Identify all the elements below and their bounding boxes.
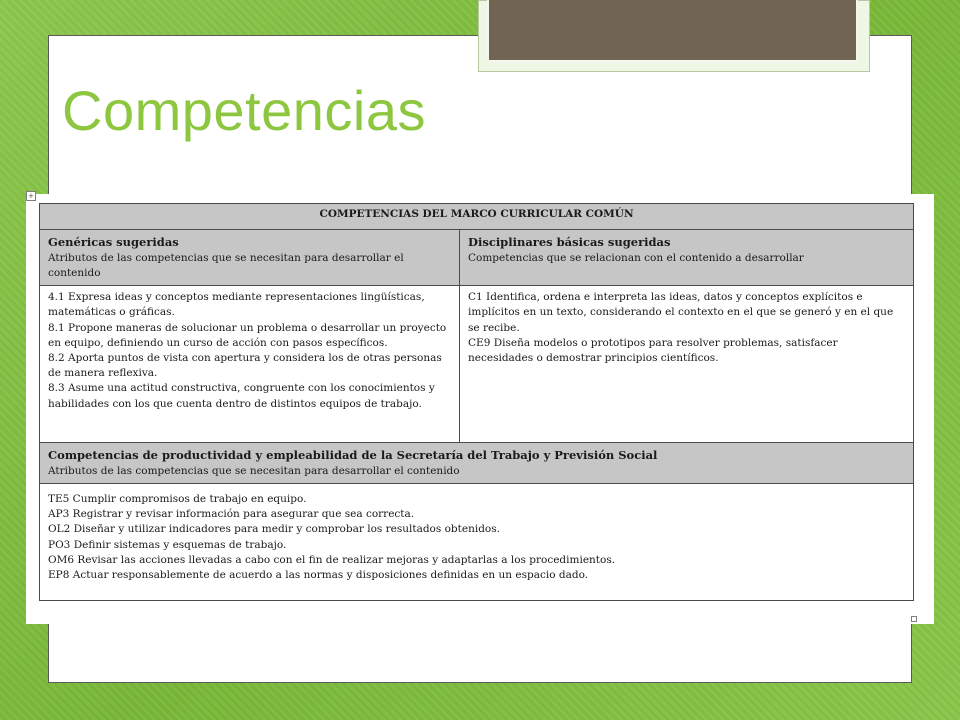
competencias-table <box>39 203 914 601</box>
genericas-content-cell <box>40 286 460 443</box>
list-item: C1 Identifica, ordena e interpreta las ideas, datos y conceptos explícitos e implícitos en un texto, considerando el contexto en el que se generó y en el que se recibe. <box>468 291 894 334</box>
list-item: TE5 Cumplir compromisos de trabajo en equipo. <box>48 493 307 505</box>
disciplinares-subtitle: Competencias que se relacionan con el contenido a desarrollar <box>468 251 804 264</box>
genericas-subtitle: Atributos de las competencias que se necesitan para desarrollar el contenido <box>48 251 404 279</box>
disciplinares-header-cell <box>460 230 914 286</box>
disciplinares-title: Disciplinares básicas sugeridas <box>468 235 671 249</box>
genericas-header-cell <box>40 230 460 286</box>
productividad-subtitle: Atributos de las competencias que se necesitan para desarrollar el contenido <box>48 464 460 477</box>
table-main-header: COMPETENCIAS DEL MARCO CURRICULAR COMÚN <box>40 204 914 230</box>
table-move-handle-icon[interactable]: + <box>26 191 36 201</box>
productividad-title: Competencias de productividad y empleabilidad de la Secretaría del Trabajo y Previsión Social <box>48 448 658 463</box>
resize-handle[interactable] <box>911 616 917 622</box>
list-item: EP8 Actuar responsablemente de acuerdo a las normas y disposiciones definidas en un espacio dado. <box>48 569 589 582</box>
list-item: PO3 Definir sistemas y esquemas de trabajo. <box>48 538 287 551</box>
list-item: 4.1 Expresa ideas y conceptos mediante representaciones lingüísticas, matemáticas o gráficas. <box>48 291 425 319</box>
list-item: OM6 Revisar las acciones llevadas a cabo con el fin de realizar mejoras y adaptarlas a los procedimientos. <box>48 553 616 566</box>
decorative-picture-box <box>487 0 858 62</box>
slide-title: Competencias <box>62 79 426 142</box>
list-item: OL2 Diseñar y utilizar indicadores para medir y comprobar los resultados obtenidos. <box>48 523 500 536</box>
list-item: AP3 Registrar y revisar información para asegurar que sea correcta. <box>48 508 415 521</box>
list-item: 8.2 Aporta puntos de vista con apertura y considera los de otras personas de manera reflexiva. <box>48 351 442 380</box>
list-item: 8.1 Propone maneras de solucionar un problema o desarrollar un proyecto en equipo, definiendo un curso de acción con pasos específicos. <box>48 321 447 349</box>
productividad-content-cell <box>40 484 914 601</box>
list-item: CE9 Diseña modelos o prototipos para resolver problemas, satisfacer necesidades o demostrar principios científicos. <box>468 336 838 364</box>
productividad-header-cell <box>40 443 914 484</box>
list-item: 8.3 Asume una actitud constructiva, congruente con los conocimientos y habilidades con los que cuenta dentro de distintos equipos de trabajo. <box>48 382 435 410</box>
disciplinares-content-cell <box>460 286 914 443</box>
genericas-title: Genéricas sugeridas <box>48 235 179 249</box>
